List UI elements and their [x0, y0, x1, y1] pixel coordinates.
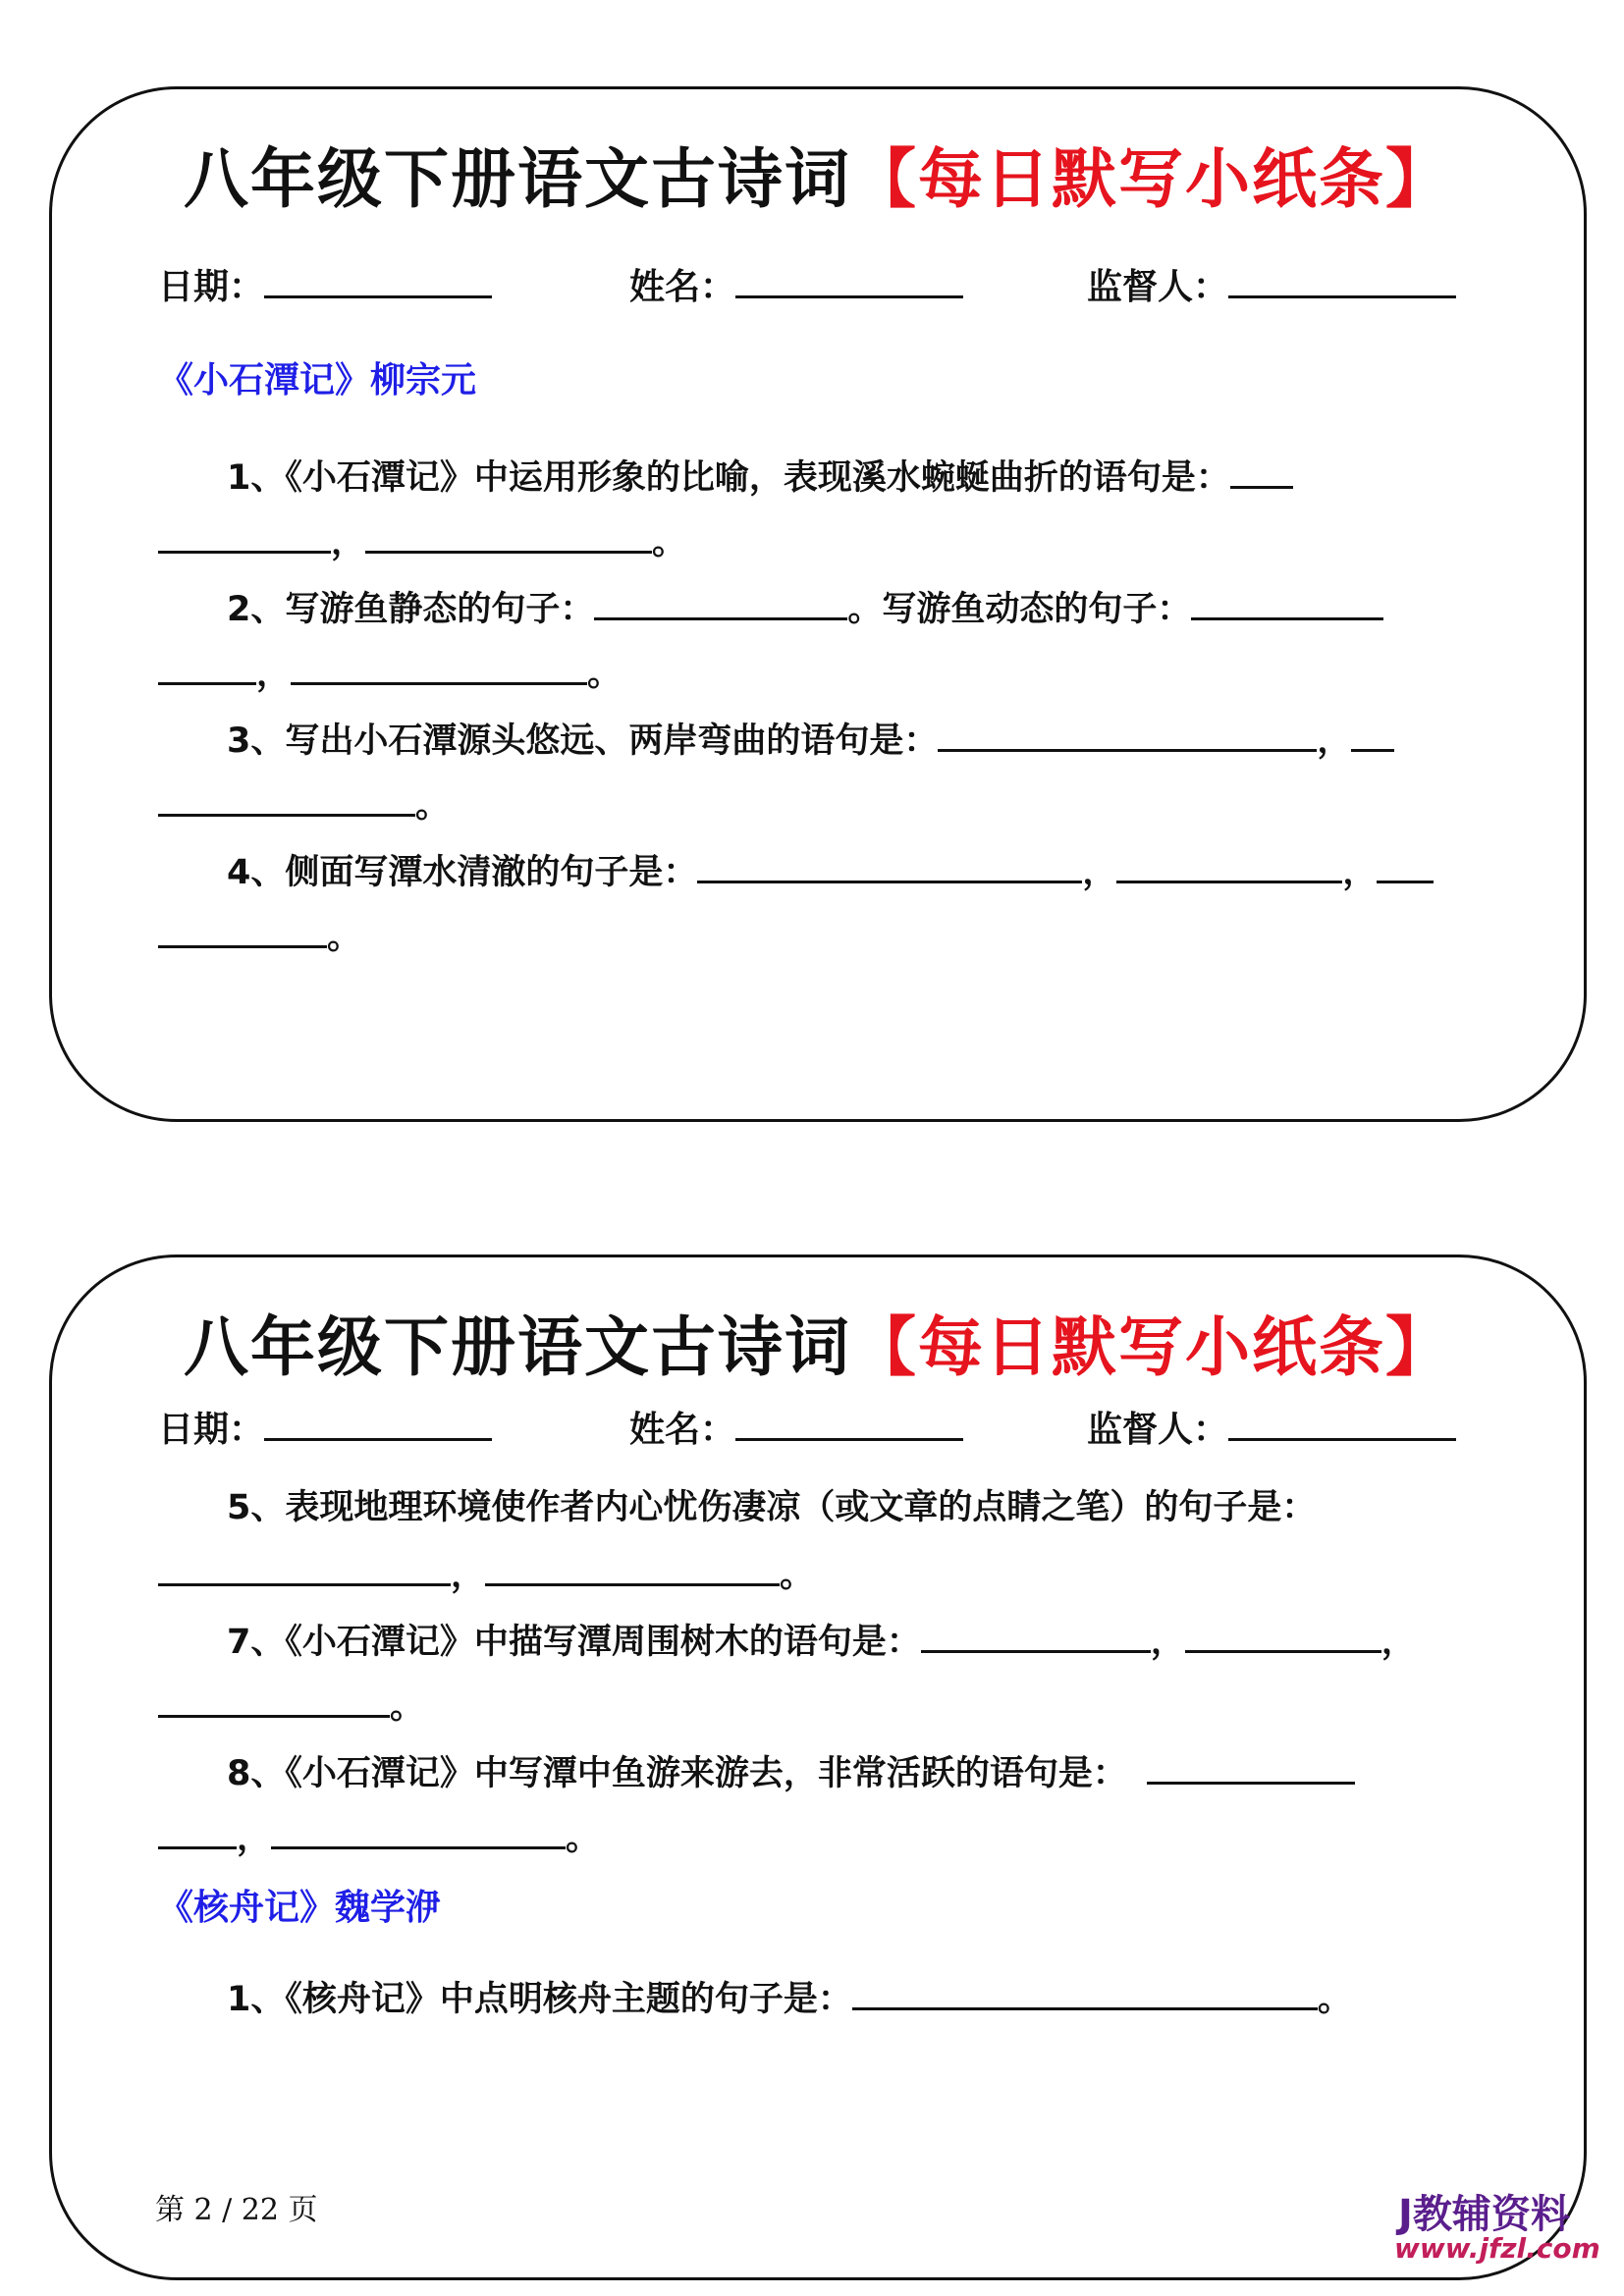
card-title — [52, 1295, 1584, 1388]
answer-blank[interactable] — [697, 837, 1082, 883]
question-text: 3、写出小石潭源头悠远、两岸弯曲的语句是： — [227, 721, 939, 761]
period: 。 — [847, 590, 883, 629]
question-text: 1、《小石潭记》中运用形象的比喻，表现溪水蜿蜒曲折的语句是： — [227, 458, 1230, 498]
answer-blank[interactable] — [271, 1803, 566, 1849]
answer-blank[interactable] — [921, 1607, 1151, 1653]
card-header — [158, 1401, 1523, 1456]
answer-blank[interactable] — [158, 1803, 237, 1849]
date-blank[interactable] — [264, 1401, 492, 1441]
comma: ， — [451, 1556, 486, 1595]
answer-blank[interactable] — [594, 574, 847, 620]
answer-blank[interactable] — [365, 507, 652, 554]
question-text: 8、《小石潭记》中写潭中鱼游来游去，非常活跃的语句是： — [227, 1754, 1127, 1793]
period: 。 — [327, 918, 362, 957]
question-2 — [158, 574, 1533, 704]
date-label: 日期： — [158, 267, 265, 307]
section-title-hezhouji: 《核舟记》魏学洢 — [158, 1888, 442, 1928]
name-field — [629, 258, 963, 309]
answer-blank[interactable] — [158, 1540, 451, 1586]
answer-blank[interactable] — [1147, 1738, 1355, 1785]
watermark-url: www.jfzl.com — [1394, 2232, 1600, 2265]
question-8 — [158, 1738, 1533, 1868]
answer-blank[interactable] — [938, 706, 1317, 752]
supervisor-blank[interactable] — [1228, 1401, 1456, 1441]
answer-blank[interactable] — [1230, 443, 1293, 489]
comma: ， — [331, 523, 366, 562]
section-title-xiaoshitan: 《小石潭记》柳宗元 — [158, 360, 477, 400]
question-text: 1、《核舟记》中点明核舟主题的句子是： — [227, 1980, 852, 2019]
name-blank[interactable] — [735, 258, 963, 298]
answer-blank[interactable] — [158, 902, 327, 948]
watermark-logo — [1365, 2177, 1600, 2271]
date-field — [158, 258, 492, 309]
supervisor-field — [1087, 1401, 1456, 1452]
card-title — [52, 127, 1584, 220]
answer-blank[interactable] — [158, 771, 415, 817]
supervisor-label: 监督人： — [1087, 267, 1229, 307]
comma: ， — [237, 1819, 272, 1858]
page-number: 第 2 / 22 页 — [155, 2193, 318, 2227]
card-title-highlight: 【每日默写小纸条】 — [851, 141, 1452, 217]
period: 。 — [780, 1556, 815, 1595]
name-blank[interactable] — [735, 1401, 963, 1441]
card-header — [158, 258, 1523, 313]
period: 。 — [1317, 1980, 1352, 2019]
question-5 — [158, 1475, 1533, 1605]
supervisor-field — [1087, 258, 1456, 309]
name-field — [629, 1401, 963, 1452]
date-label: 日期： — [158, 1410, 265, 1450]
dictation-card-1 — [49, 86, 1587, 1122]
answer-blank[interactable] — [158, 1672, 390, 1718]
question-9 — [158, 1964, 1533, 2029]
period: 。 — [566, 1819, 601, 1858]
comma: ， — [1150, 1623, 1185, 1662]
dictation-card-2 — [49, 1255, 1587, 2280]
supervisor-blank[interactable] — [1228, 258, 1456, 298]
question-7 — [158, 1607, 1533, 1736]
question-text: 7、《小石潭记》中描写潭周围树木的语句是： — [227, 1623, 921, 1662]
comma: ， — [256, 655, 292, 694]
question-text: 4、侧面写潭水清澈的句子是： — [227, 853, 698, 892]
supervisor-label: 监督人： — [1087, 1410, 1229, 1450]
answer-blank[interactable] — [291, 639, 587, 685]
comma: ， — [1380, 1623, 1416, 1662]
question-text: 5、表现地理环境使作者内心忧伤凄凉（或文章的点睛之笔）的句子是： — [227, 1488, 1317, 1527]
answer-blank[interactable] — [1351, 706, 1394, 752]
answer-blank[interactable] — [1191, 574, 1383, 620]
answer-blank[interactable] — [1377, 837, 1434, 883]
period: 。 — [587, 655, 623, 694]
answer-blank[interactable] — [852, 1964, 1318, 2010]
comma: ， — [1082, 853, 1117, 892]
answer-blank[interactable] — [1116, 837, 1342, 883]
watermark-logo-text: J教辅资料 — [1398, 2192, 1570, 2237]
card-title-main: 八年级下册语文古诗词 — [184, 1309, 851, 1385]
question-3 — [158, 706, 1533, 835]
period: 。 — [652, 523, 687, 562]
card-title-main: 八年级下册语文古诗词 — [184, 141, 851, 217]
answer-blank[interactable] — [158, 507, 331, 554]
date-field — [158, 1401, 492, 1452]
comma: ， — [1317, 721, 1352, 761]
date-blank[interactable] — [264, 258, 492, 298]
name-label: 姓名： — [629, 267, 736, 307]
question-text: 2、写游鱼静态的句子： — [227, 590, 595, 629]
question-text: 写游鱼动态的句子： — [882, 590, 1192, 629]
card-title-highlight: 【每日默写小纸条】 — [851, 1309, 1452, 1385]
period: 。 — [415, 786, 451, 826]
answer-blank[interactable] — [158, 639, 256, 685]
answer-blank[interactable] — [1185, 1607, 1381, 1653]
period: 。 — [390, 1687, 425, 1727]
comma: ， — [1342, 853, 1378, 892]
question-4 — [158, 837, 1533, 967]
name-label: 姓名： — [629, 1410, 736, 1450]
question-1 — [158, 443, 1533, 572]
answer-blank[interactable] — [485, 1540, 780, 1586]
